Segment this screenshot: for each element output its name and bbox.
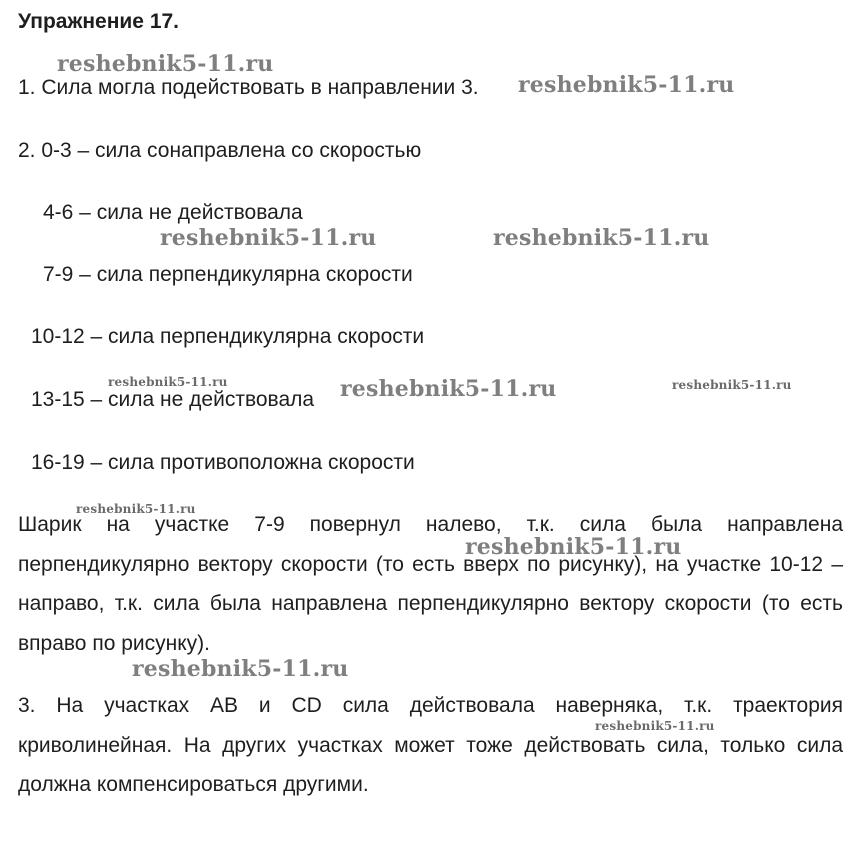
watermark-logo: reshebnik5-11.ru — [340, 376, 557, 402]
watermark-logo: reshebnik5-11.ru — [518, 72, 735, 98]
answer-2-line-5: 13-15 – сила не действовала — [31, 388, 315, 411]
watermark-logo: reshebnik5-11.ru — [57, 51, 274, 77]
watermark-logo: reshebnik5-11.ru — [465, 534, 682, 560]
watermark-logo: reshebnik5-11.ru — [132, 656, 349, 682]
answer-1-text: 1. Сила могла подействовать в направлении 3. — [18, 76, 479, 99]
exercise-title: Упражнение 17. — [18, 10, 180, 33]
answer-2-line-1: 2. 0-3 – сила сонаправлена со скоростью — [18, 139, 422, 162]
watermark-logo: reshebnik5-11.ru — [160, 225, 377, 251]
watermark-logo: reshebnik5-11.ru — [493, 225, 710, 251]
watermark-logo: reshebnik5-11.ru — [595, 719, 715, 733]
answer-2-line-2: 4-6 – сила не действовала — [43, 201, 303, 224]
watermark-logo: reshebnik5-11.ru — [76, 502, 196, 516]
answer-3-text: 3. На участках AB и CD сила действовала наверняка, т.к. траектория криволинейная. На других участках может тоже действовать сила, только сила должна компенсироваться другими. — [18, 694, 843, 796]
answer-2-line-4: 10-12 – сила перпендикулярна скорости — [31, 325, 425, 348]
watermark-logo: reshebnik5-11.ru — [672, 378, 792, 392]
answer-2-explanation: Шарик на участке 7-9 повернул налево, т.к. сила была направлена перпендикулярно вектору скорости (то есть вверх по рисунку), на участке 10-12 – направо, т.к. сила была направлена перпендикулярно вектору скорости (то есть вправо по рисунку). — [18, 513, 843, 655]
answer-2-line-6: 16-19 – сила противоположна скорости — [31, 451, 415, 474]
watermark-logo: reshebnik5-11.ru — [108, 375, 228, 389]
answer-2-line-3: 7-9 – сила перпендикулярна скорости — [43, 263, 413, 286]
